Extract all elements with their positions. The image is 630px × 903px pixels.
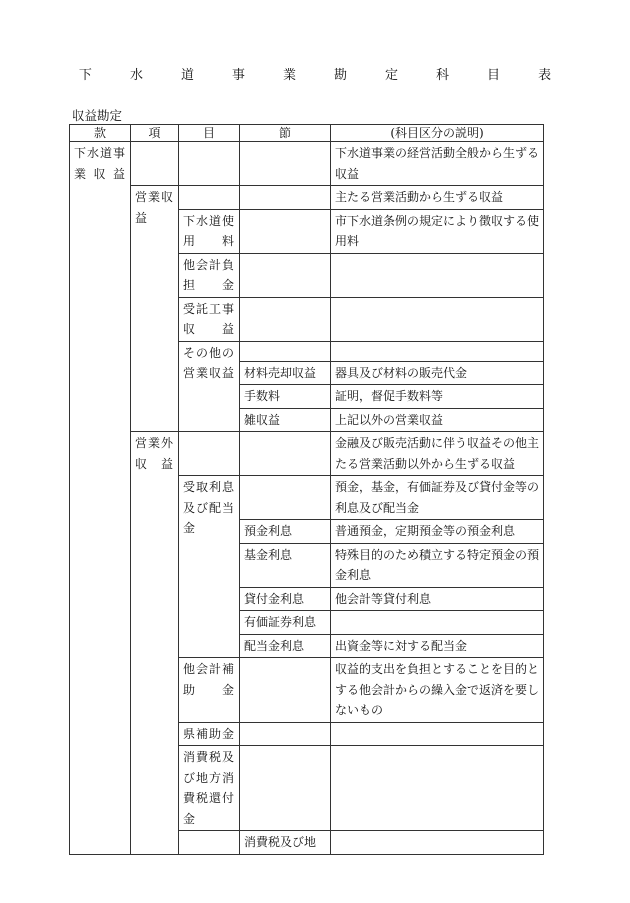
empty-cell <box>331 722 544 746</box>
setsu-cell: 手数料 <box>240 385 331 409</box>
setsu-cell: 雑収益 <box>240 408 331 432</box>
empty-cell <box>240 186 331 210</box>
empty-cell <box>240 746 331 831</box>
empty-cell <box>240 432 331 476</box>
description-cell: 預金，基金，有価証券及び貸付金等の利息及び配当金 <box>331 476 544 520</box>
empty-cell <box>240 253 331 297</box>
moku-cell: 受取利息及び配当金 <box>179 476 240 658</box>
header-moku: 目 <box>179 125 240 142</box>
empty-cell <box>179 831 240 855</box>
empty-cell <box>240 476 331 520</box>
description-cell: 下水道事業の経営活動全般から生ずる収益 <box>331 142 544 186</box>
title-char: 目 <box>487 68 501 83</box>
empty-cell <box>331 253 544 297</box>
empty-cell <box>240 722 331 746</box>
description-cell: 収益的支出を負担とすることを目的とする他会計からの繰入金で返済を要しないもの <box>331 658 544 723</box>
empty-cell <box>331 831 544 855</box>
setsu-cell: 基金利息 <box>240 543 331 587</box>
moku-cell: 他会計負担金 <box>179 253 240 297</box>
section-label: 収益勘定 <box>72 108 123 123</box>
title-char: 定 <box>385 68 399 83</box>
title-char: 勘 <box>334 68 348 83</box>
setsu-cell: 材料売却収益 <box>240 361 331 385</box>
setsu-cell: 配当金利息 <box>240 634 331 658</box>
empty-cell <box>240 658 331 723</box>
description-cell: 証明，督促手数料等 <box>331 385 544 409</box>
title-char: 事 <box>231 68 245 83</box>
setsu-cell: 預金利息 <box>240 520 331 544</box>
setsu-cell: 消費税及び地 <box>240 831 331 855</box>
header-setsu: 節 <box>240 125 331 142</box>
empty-cell <box>179 142 240 186</box>
title-char: 科 <box>436 68 450 83</box>
page-title <box>0 64 630 83</box>
title-char: 表 <box>538 68 552 83</box>
description-cell: 他会計等貸付利息 <box>331 587 544 611</box>
header-kan: 款 <box>70 125 131 142</box>
description-cell: 上記以外の営業収益 <box>331 408 544 432</box>
empty-cell <box>240 209 331 253</box>
moku-cell: 他会計補助金 <box>179 658 240 723</box>
table-header-row <box>70 125 544 142</box>
moku-cell: その他の営業収益 <box>179 341 240 432</box>
empty-cell <box>131 142 179 186</box>
description-cell: 出資金等に対する配当金 <box>331 634 544 658</box>
description-cell: 主たる営業活動から生ずる収益 <box>331 186 544 210</box>
setsu-cell: 貸付金利息 <box>240 587 331 611</box>
kan-cell: 下水道事業収益 <box>70 142 131 855</box>
setsu-cell: 有価証券利息 <box>240 611 331 635</box>
description-cell: 金融及び販売活動に伴う収益その他主たる営業活動以外から生ずる収益 <box>331 432 544 476</box>
moku-cell: 県補助金 <box>179 722 240 746</box>
table-row <box>70 432 544 476</box>
empty-cell <box>179 186 240 210</box>
moku-cell: 消費税及び地方消費税還付金 <box>179 746 240 831</box>
title-char: 業 <box>282 68 296 83</box>
table-row <box>70 186 544 210</box>
title-char: 水 <box>129 68 143 83</box>
kou-cell: 営業外収益 <box>131 432 179 855</box>
title-char: 下 <box>78 68 92 83</box>
empty-cell <box>179 432 240 476</box>
account-table <box>69 124 544 855</box>
empty-cell <box>331 297 544 341</box>
kou-cell: 営業収益 <box>131 186 179 432</box>
moku-cell: 下水道使用料 <box>179 209 240 253</box>
empty-cell <box>240 142 331 186</box>
table-row <box>70 142 544 186</box>
empty-cell <box>240 297 331 341</box>
description-cell: 普通預金，定期預金等の預金利息 <box>331 520 544 544</box>
empty-cell <box>331 341 544 361</box>
empty-cell <box>331 746 544 831</box>
empty-cell <box>240 341 331 361</box>
description-cell: 市下水道条例の規定により徴収する使用料 <box>331 209 544 253</box>
header-description: (科目区分の説明) <box>331 125 544 142</box>
moku-cell: 受託工事収益 <box>179 297 240 341</box>
description-cell: 特殊目的のため積立する特定預金の預金利息 <box>331 543 544 587</box>
description-cell: 器具及び材料の販売代金 <box>331 361 544 385</box>
empty-cell <box>331 611 544 635</box>
title-char: 道 <box>180 68 194 83</box>
header-kou: 項 <box>131 125 179 142</box>
